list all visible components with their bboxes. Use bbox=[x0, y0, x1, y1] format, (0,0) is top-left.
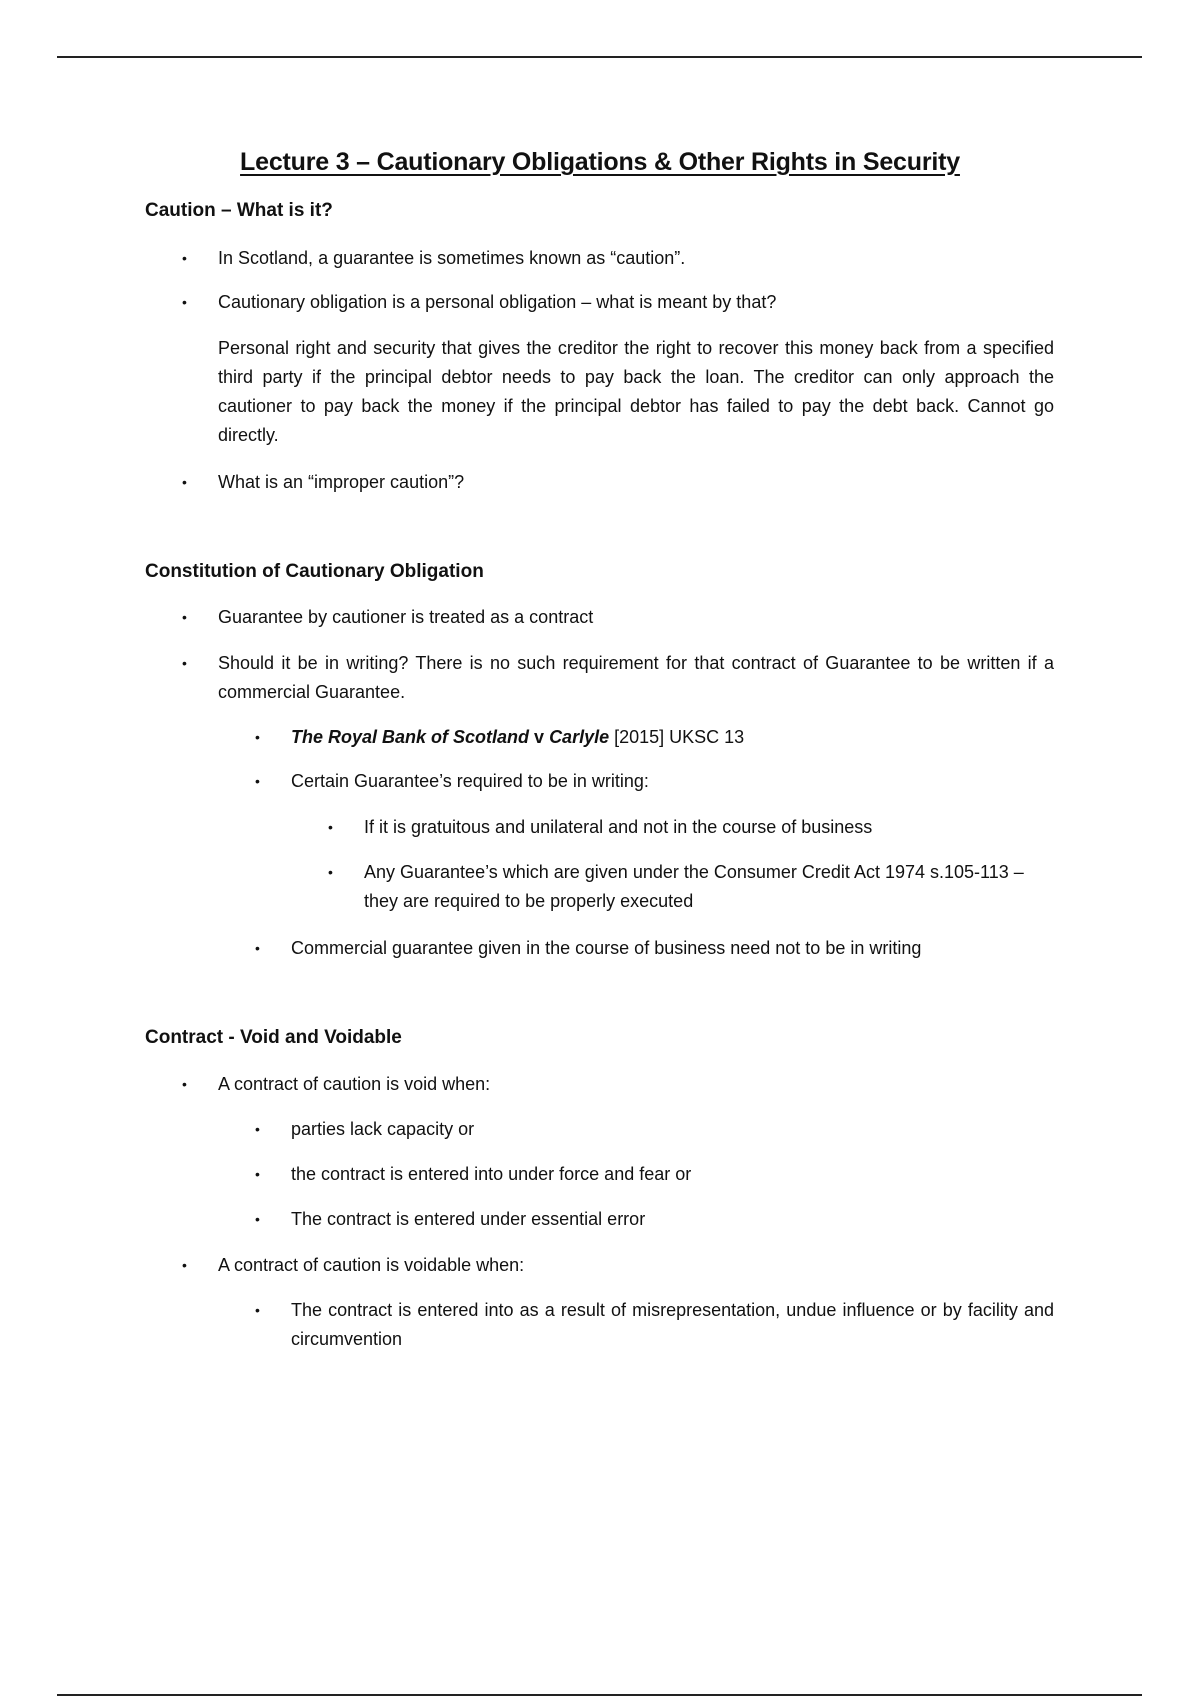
case-citation-item bbox=[255, 723, 1054, 752]
bullet-icon: • bbox=[255, 1121, 260, 1137]
list-item bbox=[255, 934, 1054, 963]
bullet-icon: • bbox=[182, 1076, 187, 1092]
bullet-icon: • bbox=[182, 294, 187, 310]
bullet-icon: • bbox=[328, 864, 333, 880]
list-item bbox=[182, 649, 1054, 707]
list-item-text: The contract is entered into as a result of misrepresentation, undue influence or by facility and circumvention bbox=[291, 1300, 1054, 1349]
list-item bbox=[328, 858, 1054, 916]
list-item bbox=[255, 1296, 1054, 1354]
list-item-text: In Scotland, a guarantee is sometimes known as “caution”. bbox=[218, 248, 686, 268]
list-item-text: If it is gratuitous and unilateral and not in the course of business bbox=[364, 817, 873, 837]
bullet-icon: • bbox=[255, 1166, 260, 1182]
bullet-icon: • bbox=[255, 773, 260, 789]
list-item-text: parties lack capacity or bbox=[291, 1119, 475, 1139]
case-versus: v bbox=[529, 727, 550, 747]
explanation-paragraph: Personal right and security that gives the creditor the right to recover this money back from a specified third party if the principal debtor needs to pay back the loan. The creditor can only approach the cautioner to pay back the money if the principal debtor has failed to pay the debt back. Cannot go directly. bbox=[218, 338, 1054, 445]
case-party-2: Carlyle bbox=[549, 727, 610, 747]
section-heading-caution: Caution – What is it? bbox=[145, 200, 333, 221]
list-item-text: Certain Guarantee’s required to be in writing: bbox=[291, 771, 649, 791]
list-item-text: Cautionary obligation is a personal obligation – what is meant by that? bbox=[218, 292, 777, 312]
section-heading-void-voidable: Contract - Void and Voidable bbox=[145, 1027, 402, 1048]
list-item-text: The contract is entered under essential error bbox=[291, 1209, 646, 1229]
bullet-icon: • bbox=[255, 729, 260, 745]
list-item-text: What is an “improper caution”? bbox=[218, 472, 465, 492]
bullet-icon: • bbox=[255, 1211, 260, 1227]
top-rule bbox=[57, 56, 1142, 58]
list-item bbox=[182, 244, 1054, 273]
list-item-text: Should it be in writing? There is no such requirement for that contract of Guarantee to be written if a commercial Guarantee. bbox=[218, 653, 1054, 702]
section-heading-constitution: Constitution of Cautionary Obligation bbox=[145, 561, 484, 582]
list-item bbox=[255, 767, 1054, 796]
bullet-icon: • bbox=[182, 474, 187, 490]
bullet-icon: • bbox=[182, 250, 187, 266]
bullet-icon: • bbox=[255, 940, 260, 956]
list-item-text: the contract is entered into under force and fear or bbox=[291, 1164, 692, 1184]
bullet-icon: • bbox=[182, 1257, 187, 1273]
page-title: Lecture 3 – Cautionary Obligations & Other Rights in Security bbox=[240, 148, 960, 176]
bullet-icon: • bbox=[255, 1302, 260, 1318]
list-item bbox=[255, 1160, 1054, 1189]
list-item-text: Guarantee by cautioner is treated as a contract bbox=[218, 607, 594, 627]
list-item bbox=[182, 1251, 1054, 1280]
bottom-rule bbox=[57, 1694, 1142, 1696]
list-item bbox=[182, 603, 1054, 632]
list-item-text: Commercial guarantee given in the course of business need not to be in writing bbox=[291, 938, 922, 958]
bullet-icon: • bbox=[182, 655, 187, 671]
list-item bbox=[255, 1115, 1054, 1144]
list-item bbox=[182, 1070, 1054, 1099]
list-item-text: Any Guarantee’s which are given under the Consumer Credit Act 1974 s.105-113 – they are required to be properly executed bbox=[364, 862, 1024, 911]
list-item-text: A contract of caution is void when: bbox=[218, 1074, 491, 1094]
list-item bbox=[182, 468, 1054, 497]
case-party-1: The Royal Bank of Scotland bbox=[291, 727, 530, 747]
list-item-text: A contract of caution is voidable when: bbox=[218, 1255, 525, 1275]
list-item bbox=[328, 813, 1054, 842]
list-item bbox=[255, 1205, 1054, 1234]
list-item bbox=[182, 288, 1054, 317]
bullet-icon: • bbox=[182, 609, 187, 625]
case-citation: [2015] UKSC 13 bbox=[609, 727, 745, 747]
bullet-icon: • bbox=[328, 819, 333, 835]
